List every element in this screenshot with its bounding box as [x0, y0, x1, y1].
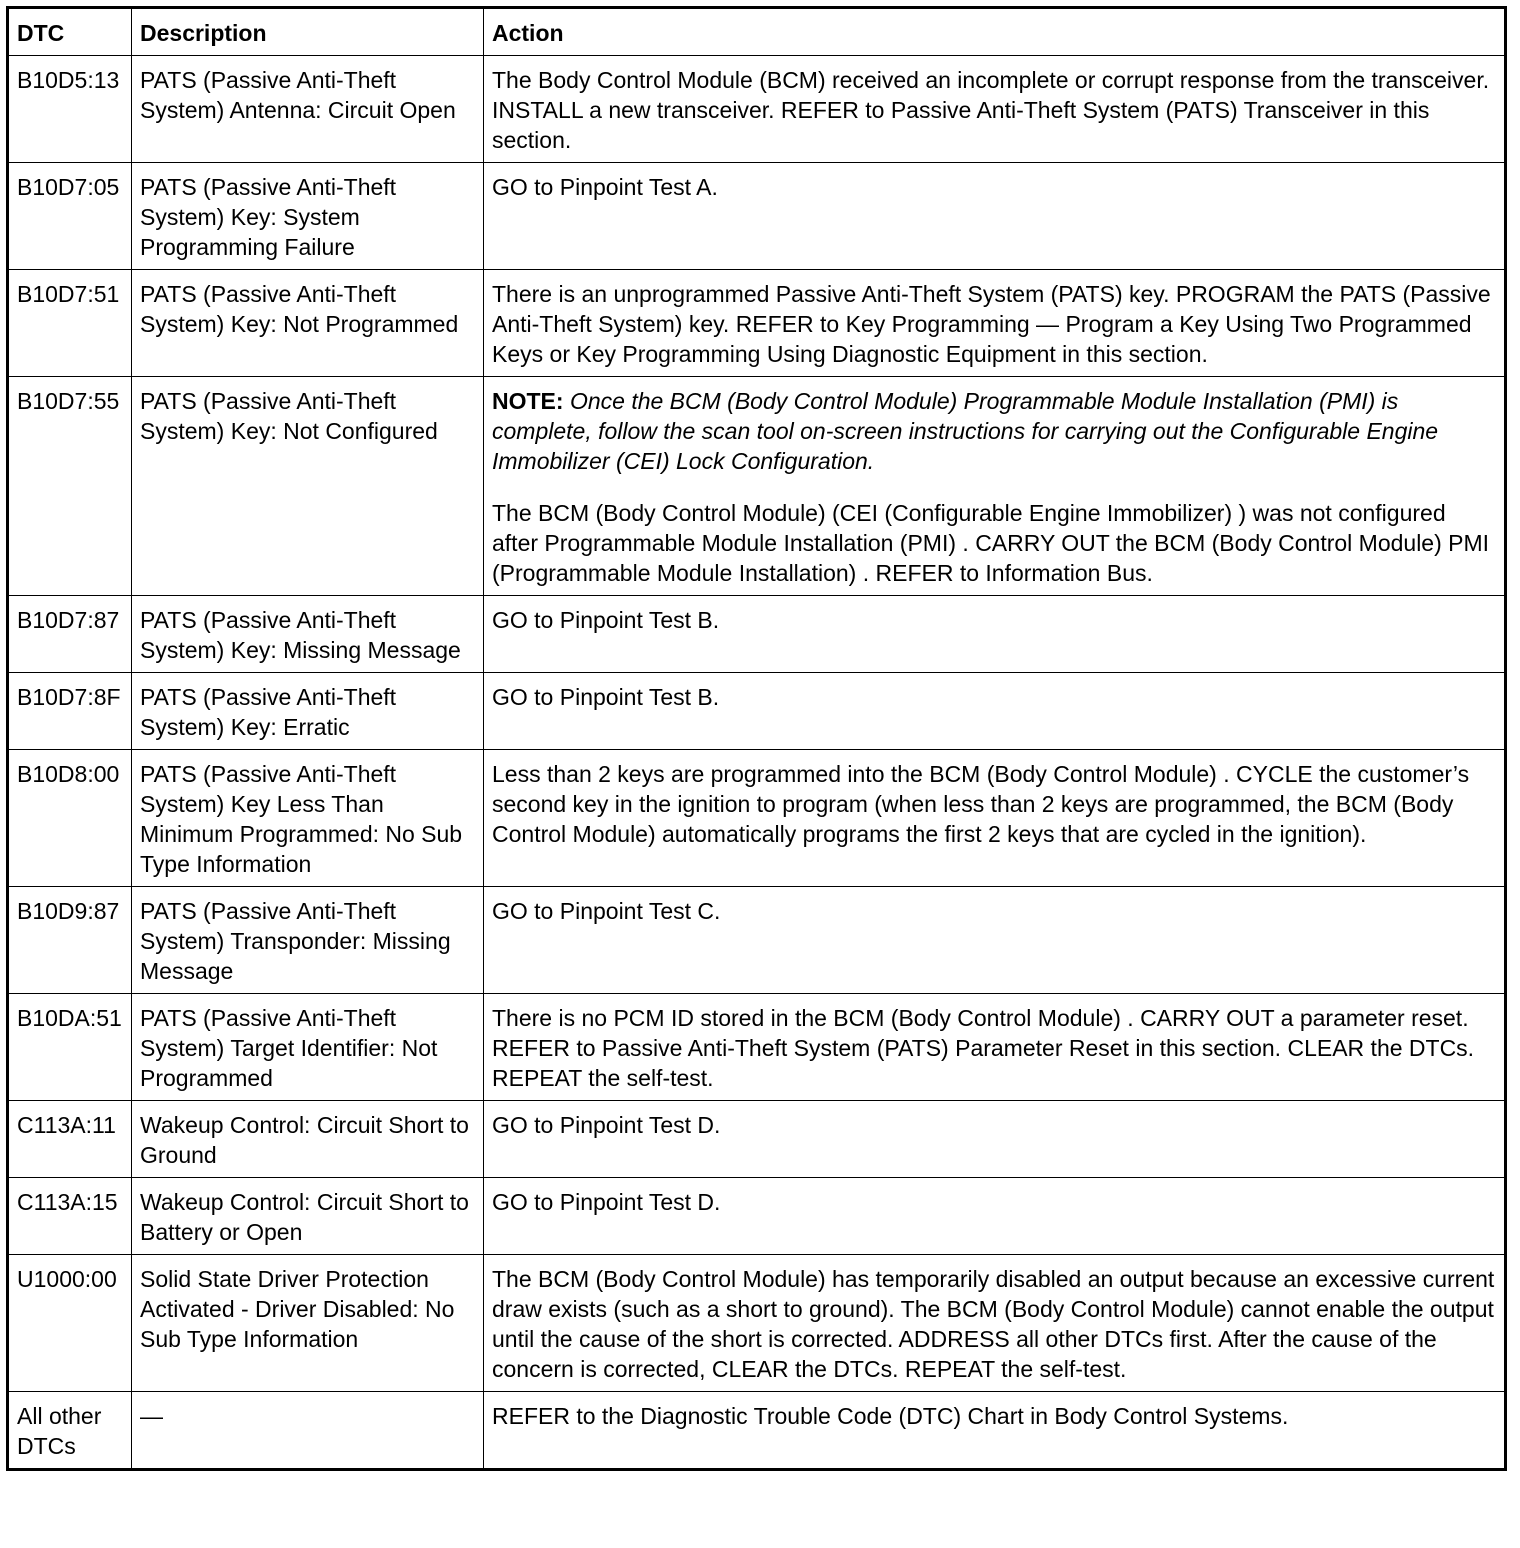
- dtc-code: B10D7:55: [8, 377, 132, 596]
- table-row: [8, 1178, 1506, 1255]
- dtc-action: GO to Pinpoint Test D.: [484, 1178, 1506, 1255]
- dtc-description: PATS (Passive Anti-Theft System) Target Identifier: Not Programmed: [132, 994, 484, 1101]
- table-row: [8, 1392, 1506, 1470]
- dtc-action: Less than 2 keys are programmed into the BCM (Body Control Module) . CYCLE the customer’s second key in the ignition to program (when less than 2 keys are programmed, the BCM (Body Control Module) automatically programs the first 2 keys that are cycled in the ignition).: [484, 750, 1506, 887]
- table-body: [8, 56, 1506, 1470]
- table-row: [8, 1101, 1506, 1178]
- dtc-action: The BCM (Body Control Module) (CEI (Configurable Engine Immobilizer) ) was not configured after Programmable Module Installation (PMI) . CARRY OUT the BCM (Body Control Module) PMI (Programmable Module Installation) . REFER to Information Bus.: [492, 500, 1490, 586]
- dtc-code: B10D7:87: [8, 596, 132, 673]
- dtc-code: B10DA:51: [8, 994, 132, 1101]
- dtc-description: Wakeup Control: Circuit Short to Ground: [132, 1101, 484, 1178]
- dtc-code: B10D9:87: [8, 887, 132, 994]
- dtc-description: PATS (Passive Anti-Theft System) Transponder: Missing Message: [132, 887, 484, 994]
- table-row: [8, 163, 1506, 270]
- table-header: [8, 8, 1506, 56]
- table-row: [8, 887, 1506, 994]
- dtc-action: REFER to the Diagnostic Trouble Code (DTC) Chart in Body Control Systems.: [484, 1392, 1506, 1470]
- dtc-code: B10D5:13: [8, 56, 132, 163]
- dtc-description: PATS (Passive Anti-Theft System) Key: System Programming Failure: [132, 163, 484, 270]
- note-text: Once the BCM (Body Control Module) Programmable Module Installation (PMI) is complete, follow the scan tool on-screen instructions for carrying out the Configurable Engine Immobilizer (CEI) Lock Configuration.: [492, 388, 1439, 474]
- dtc-action: GO to Pinpoint Test B.: [484, 673, 1506, 750]
- header-dtc: DTC: [8, 8, 132, 56]
- dtc-action: GO to Pinpoint Test B.: [484, 596, 1506, 673]
- dtc-code: B10D7:05: [8, 163, 132, 270]
- dtc-action: There is no PCM ID stored in the BCM (Body Control Module) . CARRY OUT a parameter reset. REFER to Passive Anti-Theft System (PATS) Parameter Reset in this section. CLEAR the DTCs. REPEAT the self-test.: [484, 994, 1506, 1101]
- dtc-action: GO to Pinpoint Test D.: [484, 1101, 1506, 1178]
- dtc-code: C113A:15: [8, 1178, 132, 1255]
- dtc-action: There is an unprogrammed Passive Anti-Theft System (PATS) key. PROGRAM the PATS (Passive Anti-Theft System) key. REFER to Key Programming — Program a Key Using Two Programmed Keys or Key Programming Using Diagnostic Equipment in this section.: [484, 270, 1506, 377]
- dtc-description: Solid State Driver Protection Activated - Driver Disabled: No Sub Type Information: [132, 1255, 484, 1392]
- dtc-code: All other DTCs: [8, 1392, 132, 1470]
- dtc-description: PATS (Passive Anti-Theft System) Key: Not Programmed: [132, 270, 484, 377]
- dtc-action: The BCM (Body Control Module) has temporarily disabled an output because an excessive current draw exists (such as a short to ground). The BCM (Body Control Module) cannot enable the output until the cause of the short is corrected. ADDRESS all other DTCs first. After the cause of the concern is corrected, CLEAR the DTCs. REPEAT the self-test.: [484, 1255, 1506, 1392]
- dtc-description: PATS (Passive Anti-Theft System) Key: Erratic: [132, 673, 484, 750]
- dtc-action: The Body Control Module (BCM) received an incomplete or corrupt response from the transceiver. INSTALL a new transceiver. REFER to Passive Anti-Theft System (PATS) Transceiver in this section.: [484, 56, 1506, 163]
- table-row: [8, 596, 1506, 673]
- dtc-code: C113A:11: [8, 1101, 132, 1178]
- header-row: [8, 8, 1506, 56]
- dtc-code: B10D7:51: [8, 270, 132, 377]
- dtc-description: PATS (Passive Anti-Theft System) Key: Not Configured: [132, 377, 484, 596]
- table-row: [8, 750, 1506, 887]
- dtc-description: PATS (Passive Anti-Theft System) Key Less Than Minimum Programmed: No Sub Type Information: [132, 750, 484, 887]
- dtc-code: B10D7:8F: [8, 673, 132, 750]
- dtc-description: PATS (Passive Anti-Theft System) Antenna: Circuit Open: [132, 56, 484, 163]
- note-paragraph: [492, 386, 1496, 476]
- dtc-description: PATS (Passive Anti-Theft System) Key: Missing Message: [132, 596, 484, 673]
- dtc-action: GO to Pinpoint Test C.: [484, 887, 1506, 994]
- dtc-code: B10D8:00: [8, 750, 132, 887]
- header-description: Description: [132, 8, 484, 56]
- table-row: [8, 673, 1506, 750]
- dtc-description: Wakeup Control: Circuit Short to Battery or Open: [132, 1178, 484, 1255]
- header-action: Action: [484, 8, 1506, 56]
- dtc-table: [6, 6, 1507, 1471]
- table-row: [8, 270, 1506, 377]
- dtc-description: —: [132, 1392, 484, 1470]
- table-row: [8, 994, 1506, 1101]
- dtc-action-cell: [484, 377, 1506, 596]
- note-label: NOTE:: [492, 388, 564, 414]
- table-row: [8, 56, 1506, 163]
- dtc-action: GO to Pinpoint Test A.: [484, 163, 1506, 270]
- table-row: [8, 377, 1506, 596]
- dtc-code: U1000:00: [8, 1255, 132, 1392]
- table-row: [8, 1255, 1506, 1392]
